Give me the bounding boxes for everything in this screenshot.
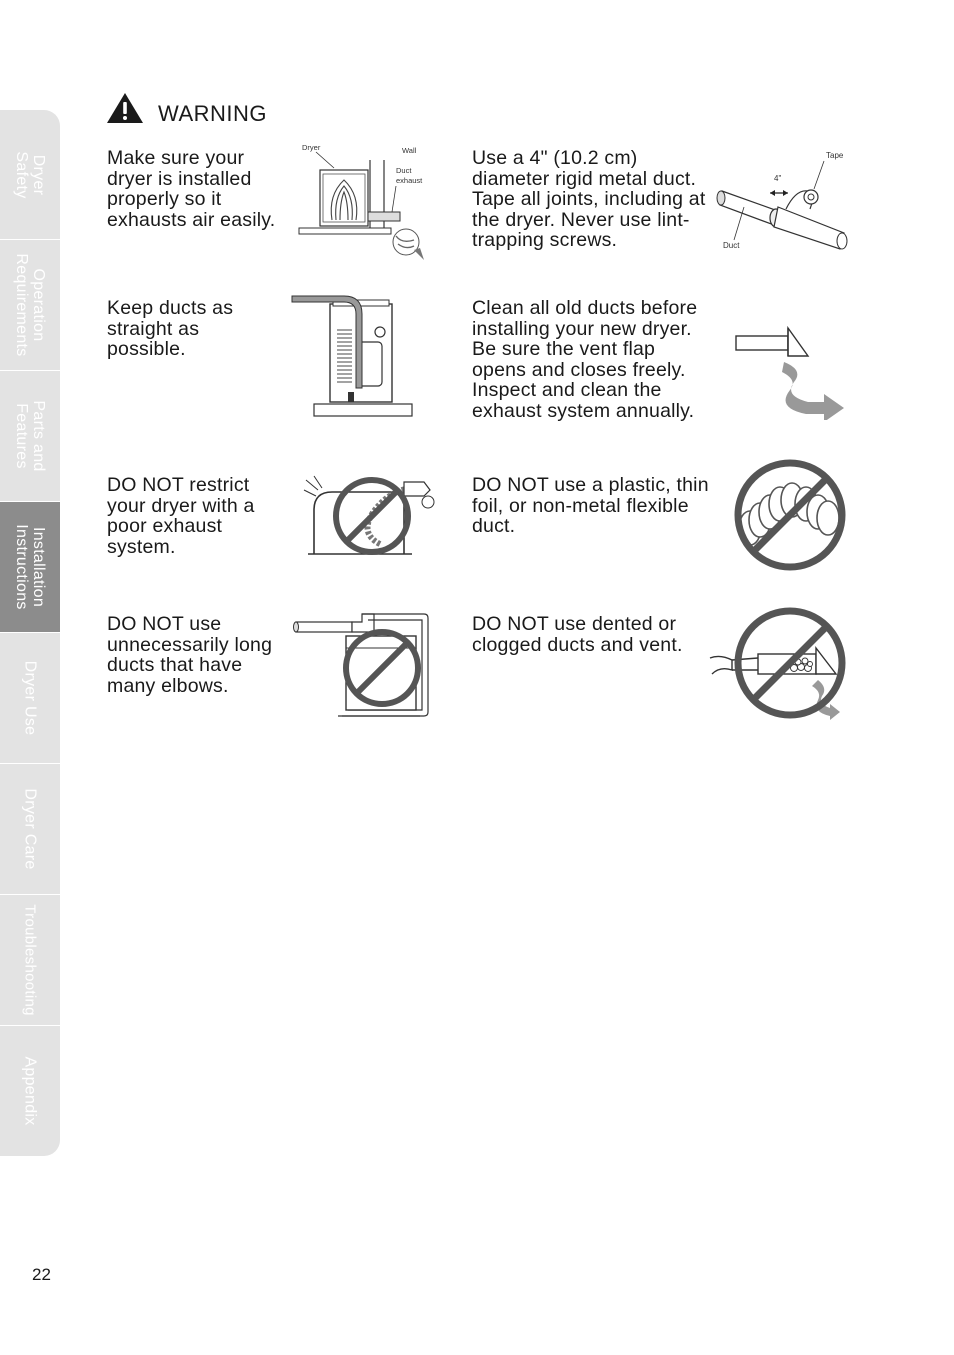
instruction-no-restrict: DO NOT restrict your dryer with a poor exhaust system. (107, 474, 255, 558)
page-number: 22 (32, 1265, 51, 1284)
label-duct-exhaust: Duct (396, 166, 412, 175)
restricted-exhaust-prohibited-figure (300, 474, 442, 560)
instruction-clean-old-ducts: Clean all old ducts before installing your new dryer. Be sure the vent flap opens and closes freely. Inspect and clean the exhaust system annually. (472, 297, 698, 422)
tab-dryer-use[interactable] (0, 633, 60, 764)
flexible-duct-prohibited-figure (730, 458, 850, 572)
tab-dryer-safety[interactable] (0, 110, 60, 240)
tab-label: Dryer Care (21, 788, 39, 870)
vent-flap-airflow-figure (732, 322, 848, 420)
straight-duct-dryer-figure (290, 292, 418, 420)
tab-appendix[interactable] (0, 1026, 60, 1156)
warning-title: WARNING (158, 101, 268, 126)
taped-duct-joint-figure (716, 145, 850, 260)
warning-triangle-icon (106, 92, 144, 124)
long-duct-elbows-prohibited-figure (292, 606, 432, 720)
dryer-wall-exhaust-figure (296, 140, 436, 265)
label-four-inch: 4" (774, 174, 782, 183)
tab-installation-instructions[interactable] (0, 502, 60, 633)
label-dryer: Dryer (302, 143, 321, 152)
tab-label: Dryer Use (21, 660, 39, 736)
tab-label: Troubleshooting (21, 904, 39, 1016)
instruction-install-properly: Make sure your dryer is installed properly so it exhausts air easily. (107, 147, 276, 231)
tab-label: Operation Requirements (13, 253, 47, 357)
instruction-rigid-metal-duct: Use a 4" (10.2 cm) diameter rigid metal duct. Tape all joints, including at the dryer. Never use lint-trapping screws. (472, 147, 706, 251)
tab-label: Parts and Features (13, 400, 47, 472)
label-wall: Wall (402, 146, 417, 155)
tab-label: Installation Instructions (13, 524, 47, 610)
clogged-duct-prohibited-figure (706, 604, 850, 722)
instruction-no-long-ducts: DO NOT use unnecessarily long ducts that have many elbows. (107, 613, 273, 697)
tab-label: Appendix (21, 1056, 39, 1126)
tab-dryer-care[interactable] (0, 764, 60, 895)
tab-parts-and-features[interactable] (0, 371, 60, 502)
section-tabs (0, 110, 60, 1156)
tab-operation-requirements[interactable] (0, 240, 60, 371)
label-duct-exhaust: exhaust (396, 176, 423, 185)
tab-label: Dryer Safety (13, 150, 47, 199)
instruction-straight-ducts: Keep ducts as straight as possible. (107, 297, 234, 360)
tab-troubleshooting[interactable] (0, 895, 60, 1026)
instruction-no-dented-ducts: DO NOT use dented or clogged ducts and vent. (472, 613, 683, 656)
label-duct: Duct (723, 241, 740, 250)
label-tape: Tape (826, 151, 844, 160)
instruction-no-plastic-duct: DO NOT use a plastic, thin foil, or non-metal flexible duct. (472, 474, 709, 537)
